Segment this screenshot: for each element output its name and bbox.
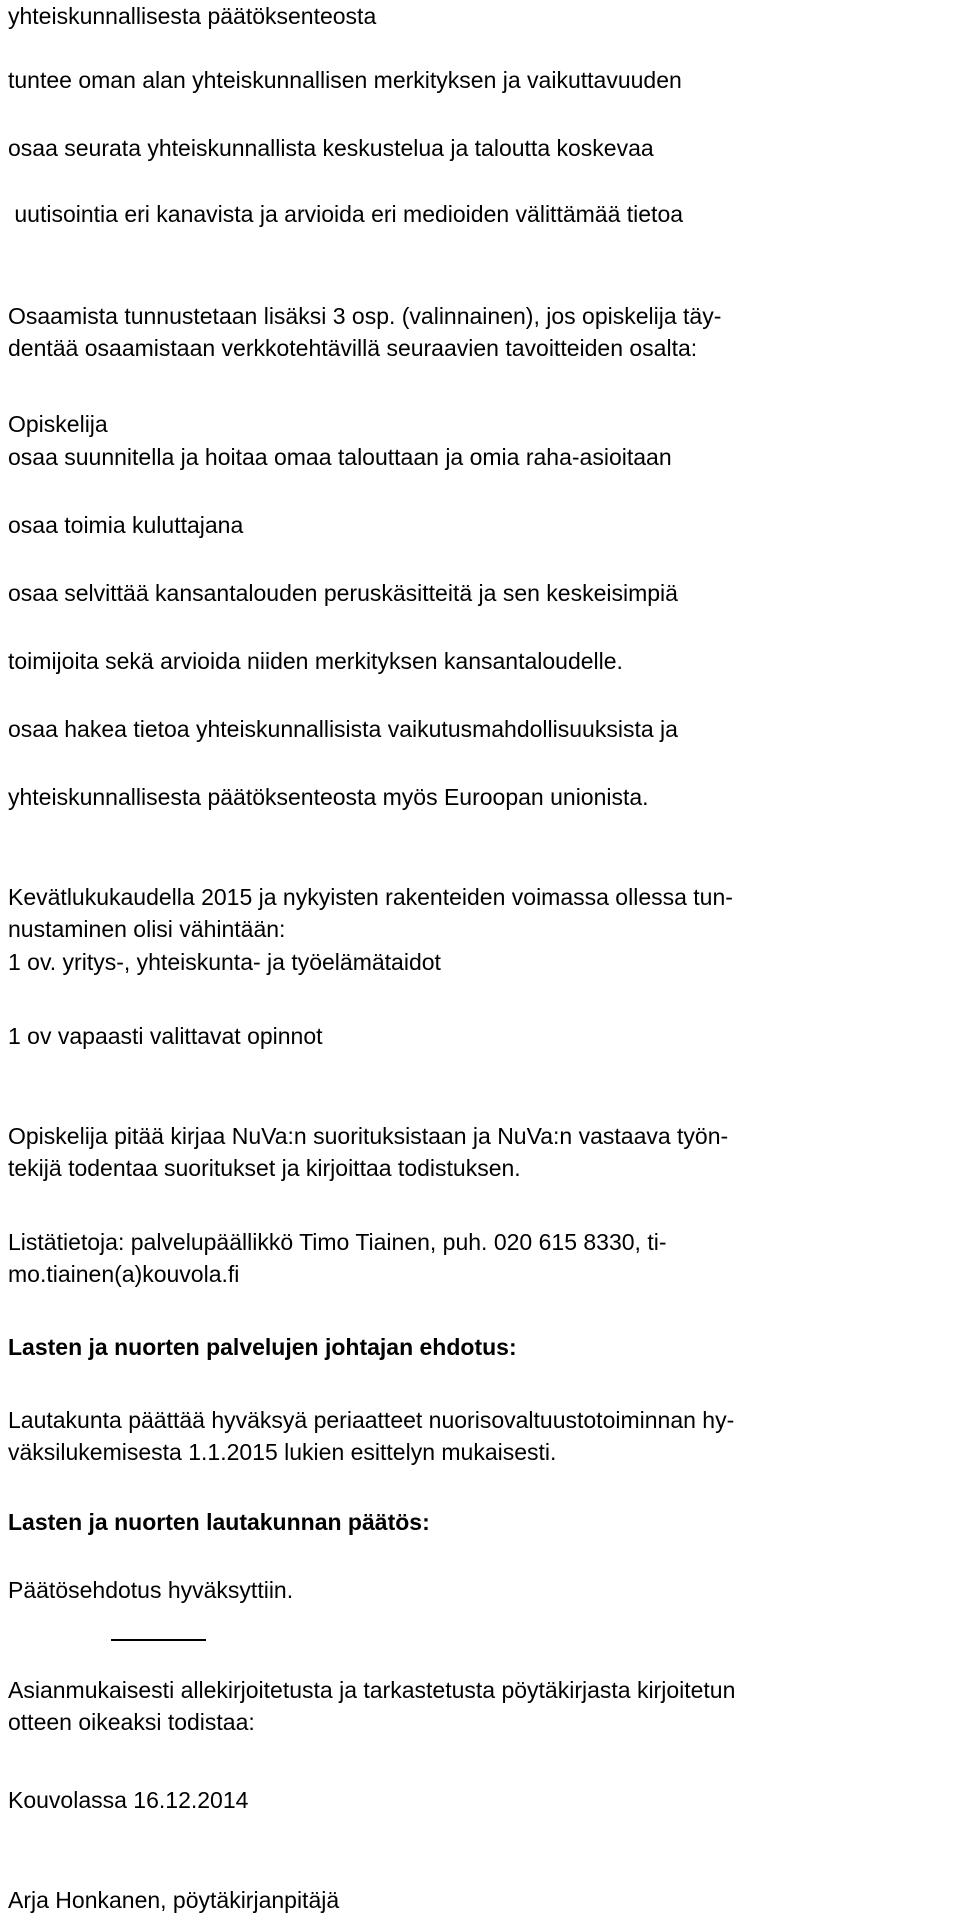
separator-line [111,1639,206,1641]
text-line: osaa toimia kuluttajana [8,512,244,538]
signer: Arja Honkanen, pöytäkirjanpitäjä [8,1887,340,1913]
text-line: osaa suunnitella ja hoitaa omaa talouttaan ja omia raha-asioitaan [8,444,672,470]
text-line: yhteiskunnallisesta päätöksenteosta [8,3,377,29]
section-label-opiskelija: Opiskelija [8,411,108,437]
heading-paatos: Lasten ja nuorten lautakunnan päätös: [8,1509,430,1535]
paragraph-ehdotus: Lautakunta päättää hyväksyä periaatteet nuorisovaltuustotoiminnan hy- väksilukemisesta 1.1.2015 lukien esittelyn mukaisesti. [8,1407,735,1465]
text-line: 1 ov vapaasti valittavat opinnot [8,1023,323,1049]
paragraph-nuva: Opiskelija pitää kirjaa NuVa:n suorituksistaan ja NuVa:n vastaava työn- tekijä todentaa suoritukset ja kirjoittaa todistuksen. [8,1123,729,1181]
text-line: osaa seurata yhteiskunnallista keskustelua ja taloutta koskevaa [8,135,654,161]
text-line: toimijoita sekä arvioida niiden merkityksen kansantaloudelle. [8,648,623,674]
paragraph-osaamista: Osaamista tunnustetaan lisäksi 3 osp. (valinnainen), jos opiskelija täy- dentää osaamistaan verkkotehtävillä seuraavien tavoitteiden osalta: [8,303,722,361]
text-line: 1 ov. yritys-, yhteiskunta- ja työelämätaidot [8,949,441,975]
paragraph-lisatietoja: Listätietoja: palvelupäällikkö Timo Tiainen, puh. 020 615 8330, ti- mo.tiainen(a)kouvola.fi [8,1229,667,1287]
text-line: yhteiskunnallisesta päätöksenteosta myös Euroopan unionista. [8,784,649,810]
text-line: osaa hakea tietoa yhteiskunnallisista vaikutusmahdollisuuksista ja [8,716,678,742]
text-line: osaa selvittää kansantalouden peruskäsitteitä ja sen keskeisimpiä [8,580,678,606]
paragraph-paatos: Päätösehdotus hyväksyttiin. [8,1577,294,1603]
place-date: Kouvolassa 16.12.2014 [8,1787,249,1813]
paragraph-allekirjoitettu: Asianmukaisesti allekirjoitetusta ja tarkastetusta pöytäkirjasta kirjoitetun otteen oikeaksi todistaa: [8,1677,736,1735]
paragraph-kevat: Kevätlukukaudella 2015 ja nykyisten rakenteiden voimassa ollessa tun- nustaminen olisi vähintään: [8,884,733,942]
text-line: uutisointia eri kanavista ja arvioida eri medioiden välittämää tietoa [8,201,684,227]
text-line: tuntee oman alan yhteiskunnallisen merkityksen ja vaikuttavuuden [8,67,682,93]
heading-ehdotus: Lasten ja nuorten palvelujen johtajan ehdotus: [8,1334,517,1360]
